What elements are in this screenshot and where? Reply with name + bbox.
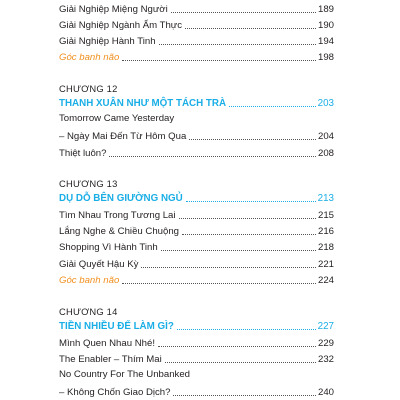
chapter-heading[interactable] bbox=[59, 191, 334, 205]
toc-entry[interactable] bbox=[59, 129, 334, 143]
dot-leader bbox=[229, 106, 316, 107]
toc-entry-page: 218 bbox=[317, 242, 334, 253]
toc-entry-page: 240 bbox=[317, 387, 334, 398]
toc-entry-title: The Enabler – Thím Mai bbox=[59, 354, 162, 365]
chapter-heading[interactable] bbox=[59, 96, 334, 110]
chapter-heading-page: 213 bbox=[317, 193, 334, 204]
toc-entry-title: – Không Chốn Giao Dịch? bbox=[59, 387, 171, 398]
toc-entry-title: Tìm Nhau Trong Tương Lai bbox=[59, 210, 176, 221]
chapter-label: CHƯƠNG 12 bbox=[59, 83, 118, 94]
toc-entry[interactable] bbox=[59, 257, 334, 271]
toc-entry-page: 232 bbox=[317, 354, 334, 365]
dot-leader bbox=[186, 201, 316, 202]
toc-entry-page: 189 bbox=[317, 4, 334, 15]
toc-entry-page: 229 bbox=[317, 338, 334, 349]
dot-leader bbox=[161, 250, 316, 251]
toc-entry-aside[interactable] bbox=[59, 50, 334, 64]
toc-entry[interactable] bbox=[59, 240, 334, 254]
toc-entry[interactable] bbox=[59, 18, 334, 32]
toc-entry-page: 204 bbox=[317, 131, 334, 142]
chapter-heading[interactable] bbox=[59, 319, 334, 333]
dot-leader bbox=[122, 60, 316, 61]
dot-leader bbox=[185, 28, 316, 29]
toc-entry-page: 190 bbox=[317, 20, 334, 31]
dot-leader bbox=[179, 218, 316, 219]
toc-entry[interactable] bbox=[59, 336, 334, 350]
toc-entry-page: 216 bbox=[317, 226, 334, 237]
chapter-heading-page: 227 bbox=[317, 321, 334, 332]
toc-entry[interactable] bbox=[59, 369, 334, 383]
dot-leader bbox=[165, 362, 316, 363]
dot-leader bbox=[177, 329, 316, 330]
toc-entry-page: 198 bbox=[317, 52, 334, 63]
dot-leader bbox=[122, 283, 316, 284]
toc-entry-title: Giải Nghiệp Miệng Người bbox=[59, 4, 168, 15]
toc-entry[interactable] bbox=[59, 113, 334, 127]
toc-entry-title: Lắng Nghe & Chiều Chuộng bbox=[59, 226, 180, 237]
dot-leader bbox=[171, 12, 316, 13]
toc-entry-page: 221 bbox=[317, 259, 334, 270]
chapter-label: CHƯƠNG 14 bbox=[59, 306, 118, 317]
toc-entry[interactable] bbox=[59, 208, 334, 222]
chapter-label: CHƯƠNG 13 bbox=[59, 178, 118, 189]
toc-entry-page: 194 bbox=[317, 36, 334, 47]
chapter-heading-title: DỤ DỖ BÊN GIƯỜNG NGỦ bbox=[59, 193, 183, 204]
toc-entry-title: Giải Nghiệp Ngành Ẩm Thực bbox=[59, 20, 183, 31]
toc-entry-title: Góc banh não bbox=[59, 275, 120, 286]
dot-leader bbox=[109, 156, 316, 157]
toc-entry[interactable] bbox=[59, 34, 334, 48]
dot-leader bbox=[158, 346, 316, 347]
toc-entry-title: No Country For The Unbanked bbox=[59, 369, 191, 380]
dot-leader bbox=[159, 44, 316, 45]
toc-entry-title: Tomorrow Came Yesterday bbox=[59, 113, 175, 124]
dot-leader bbox=[182, 234, 316, 235]
dot-leader bbox=[173, 395, 316, 396]
toc-entry-title: Thiệt luôn? bbox=[59, 148, 107, 159]
toc-entry-page: 215 bbox=[317, 210, 334, 221]
toc-entry-title: Mình Quen Nhau Nhé! bbox=[59, 338, 155, 349]
toc-entry-title: Giải Quyết Hậu Kỳ bbox=[59, 259, 139, 270]
chapter-heading-title: TIỀN NHIỀU ĐỂ LÀM GÌ? bbox=[59, 321, 174, 332]
dot-leader bbox=[189, 139, 316, 140]
toc-entry-aside[interactable] bbox=[59, 273, 334, 287]
toc-entry-title: – Ngày Mai Đến Từ Hôm Qua bbox=[59, 131, 187, 142]
toc-entry-title: Shopping Vì Hành Tinh bbox=[59, 242, 158, 253]
toc-entry[interactable] bbox=[59, 2, 334, 16]
toc-entry-page: 224 bbox=[317, 275, 334, 286]
toc-entry-title: Giải Nghiệp Hành Tinh bbox=[59, 36, 156, 47]
toc-entry-page: 208 bbox=[317, 148, 334, 159]
chapter-heading-page: 203 bbox=[317, 98, 334, 109]
toc-entry[interactable] bbox=[59, 224, 334, 238]
toc-entry[interactable] bbox=[59, 385, 334, 399]
dot-leader bbox=[141, 267, 316, 268]
chapter-heading-title: THANH XUÂN NHƯ MỘT TÁCH TRÀ bbox=[59, 98, 227, 109]
toc-entry-title: Góc banh não bbox=[59, 52, 120, 63]
toc-entry[interactable] bbox=[59, 146, 334, 160]
toc-entry[interactable] bbox=[59, 352, 334, 366]
